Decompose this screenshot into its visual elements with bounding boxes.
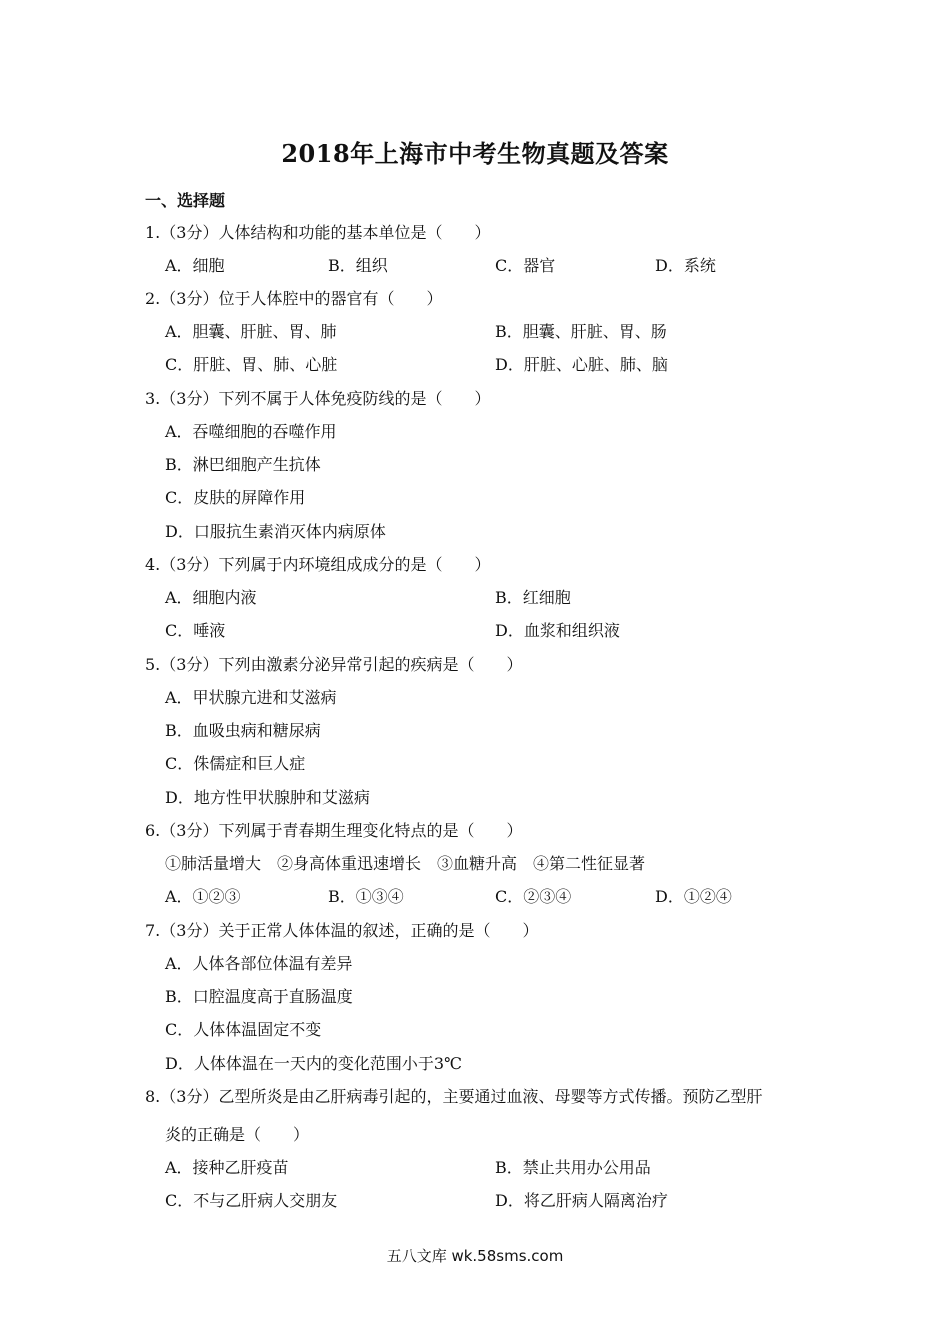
question-2-option-c: C．肝脏、胃、肺、心脏 [165, 355, 338, 374]
question-2-option-a: A．胆囊、肝脏、胃、肺 [165, 322, 337, 341]
question-3-option-b: B．淋巴细胞产生抗体 [165, 455, 321, 474]
question-2-stem: 2.（3分）位于人体腔中的器官有（ ） [145, 289, 443, 308]
question-8-stem-continued: 炎的正确是（ ） [165, 1125, 310, 1144]
question-1-option-d: D．系统 [655, 256, 716, 275]
question-4-stem: 4.（3分）下列属于内环境组成成分的是（ ） [145, 555, 491, 574]
question-4-option-b: B．红细胞 [495, 588, 571, 607]
question-6-stem: 6.（3分）下列属于青春期生理变化特点的是（ ） [145, 821, 523, 840]
question-6-option-b: B．①③④ [328, 887, 404, 906]
question-3-stem: 3.（3分）下列不属于人体免疫防线的是（ ） [145, 389, 491, 408]
question-3-option-c: C．皮肤的屏障作用 [165, 488, 306, 507]
question-7-option-a: A．人体各部位体温有差异 [165, 954, 353, 973]
section-heading: 一、选择题 [145, 191, 226, 210]
question-1-option-b: B．组织 [328, 256, 388, 275]
question-8-option-c: C．不与乙肝病人交朋友 [165, 1191, 338, 1210]
question-4-option-d: D．血浆和组织液 [495, 621, 620, 640]
question-5-option-a: A．甲状腺亢进和艾滋病 [165, 688, 337, 707]
question-6-option-a: A．①②③ [165, 887, 241, 906]
question-1-option-c: C．器官 [495, 256, 556, 275]
question-8-option-d: D．将乙肝病人隔离治疗 [495, 1191, 668, 1210]
question-8-stem: 8.（3分）乙型所炎是由乙肝病毒引起的，主要通过血液、母婴等方式传播。预防乙型肝 [145, 1087, 763, 1106]
question-5-stem: 5.（3分）下列由激素分泌异常引起的疾病是（ ） [145, 655, 523, 674]
question-1-stem: 1.（3分）人体结构和功能的基本单位是（ ） [145, 223, 491, 242]
question-7-option-b: B．口腔温度高于直肠温度 [165, 987, 353, 1006]
question-8-option-b: B．禁止共用办公用品 [495, 1158, 651, 1177]
question-6-items: ①肺活量增大 ②身高体重迅速增长 ③血糖升高 ④第二性征显著 [165, 854, 646, 873]
question-2-option-b: B．胆囊、肝脏、胃、肠 [495, 322, 667, 341]
question-7-stem: 7.（3分）关于正常人体体温的叙述，正确的是（ ） [145, 921, 539, 940]
question-8-option-a: A．接种乙肝疫苗 [165, 1158, 289, 1177]
question-4-option-a: A．细胞内液 [165, 588, 257, 607]
footer-watermark: 五八文库 wk.58sms.com [386, 1247, 564, 1265]
question-5-option-c: C．侏儒症和巨人症 [165, 754, 306, 773]
question-6-option-c: C．②③④ [495, 887, 572, 906]
question-1-option-a: A．细胞 [165, 256, 225, 275]
question-6-option-d: D．①②④ [655, 887, 732, 906]
question-3-option-a: A．吞噬细胞的吞噬作用 [165, 422, 337, 441]
question-4-option-c: C．唾液 [165, 621, 226, 640]
page-title: 2018年上海市中考生物真题及答案 [281, 139, 669, 168]
question-5-option-d: D．地方性甲状腺肿和艾滋病 [165, 788, 370, 807]
question-7-option-d: D．人体体温在一天内的变化范围小于3℃ [165, 1054, 462, 1073]
question-5-option-b: B．血吸虫病和糖尿病 [165, 721, 321, 740]
question-3-option-d: D．口服抗生素消灭体内病原体 [165, 522, 386, 541]
question-2-option-d: D．肝脏、心脏、肺、脑 [495, 355, 668, 374]
question-7-option-c: C．人体体温固定不变 [165, 1020, 322, 1039]
